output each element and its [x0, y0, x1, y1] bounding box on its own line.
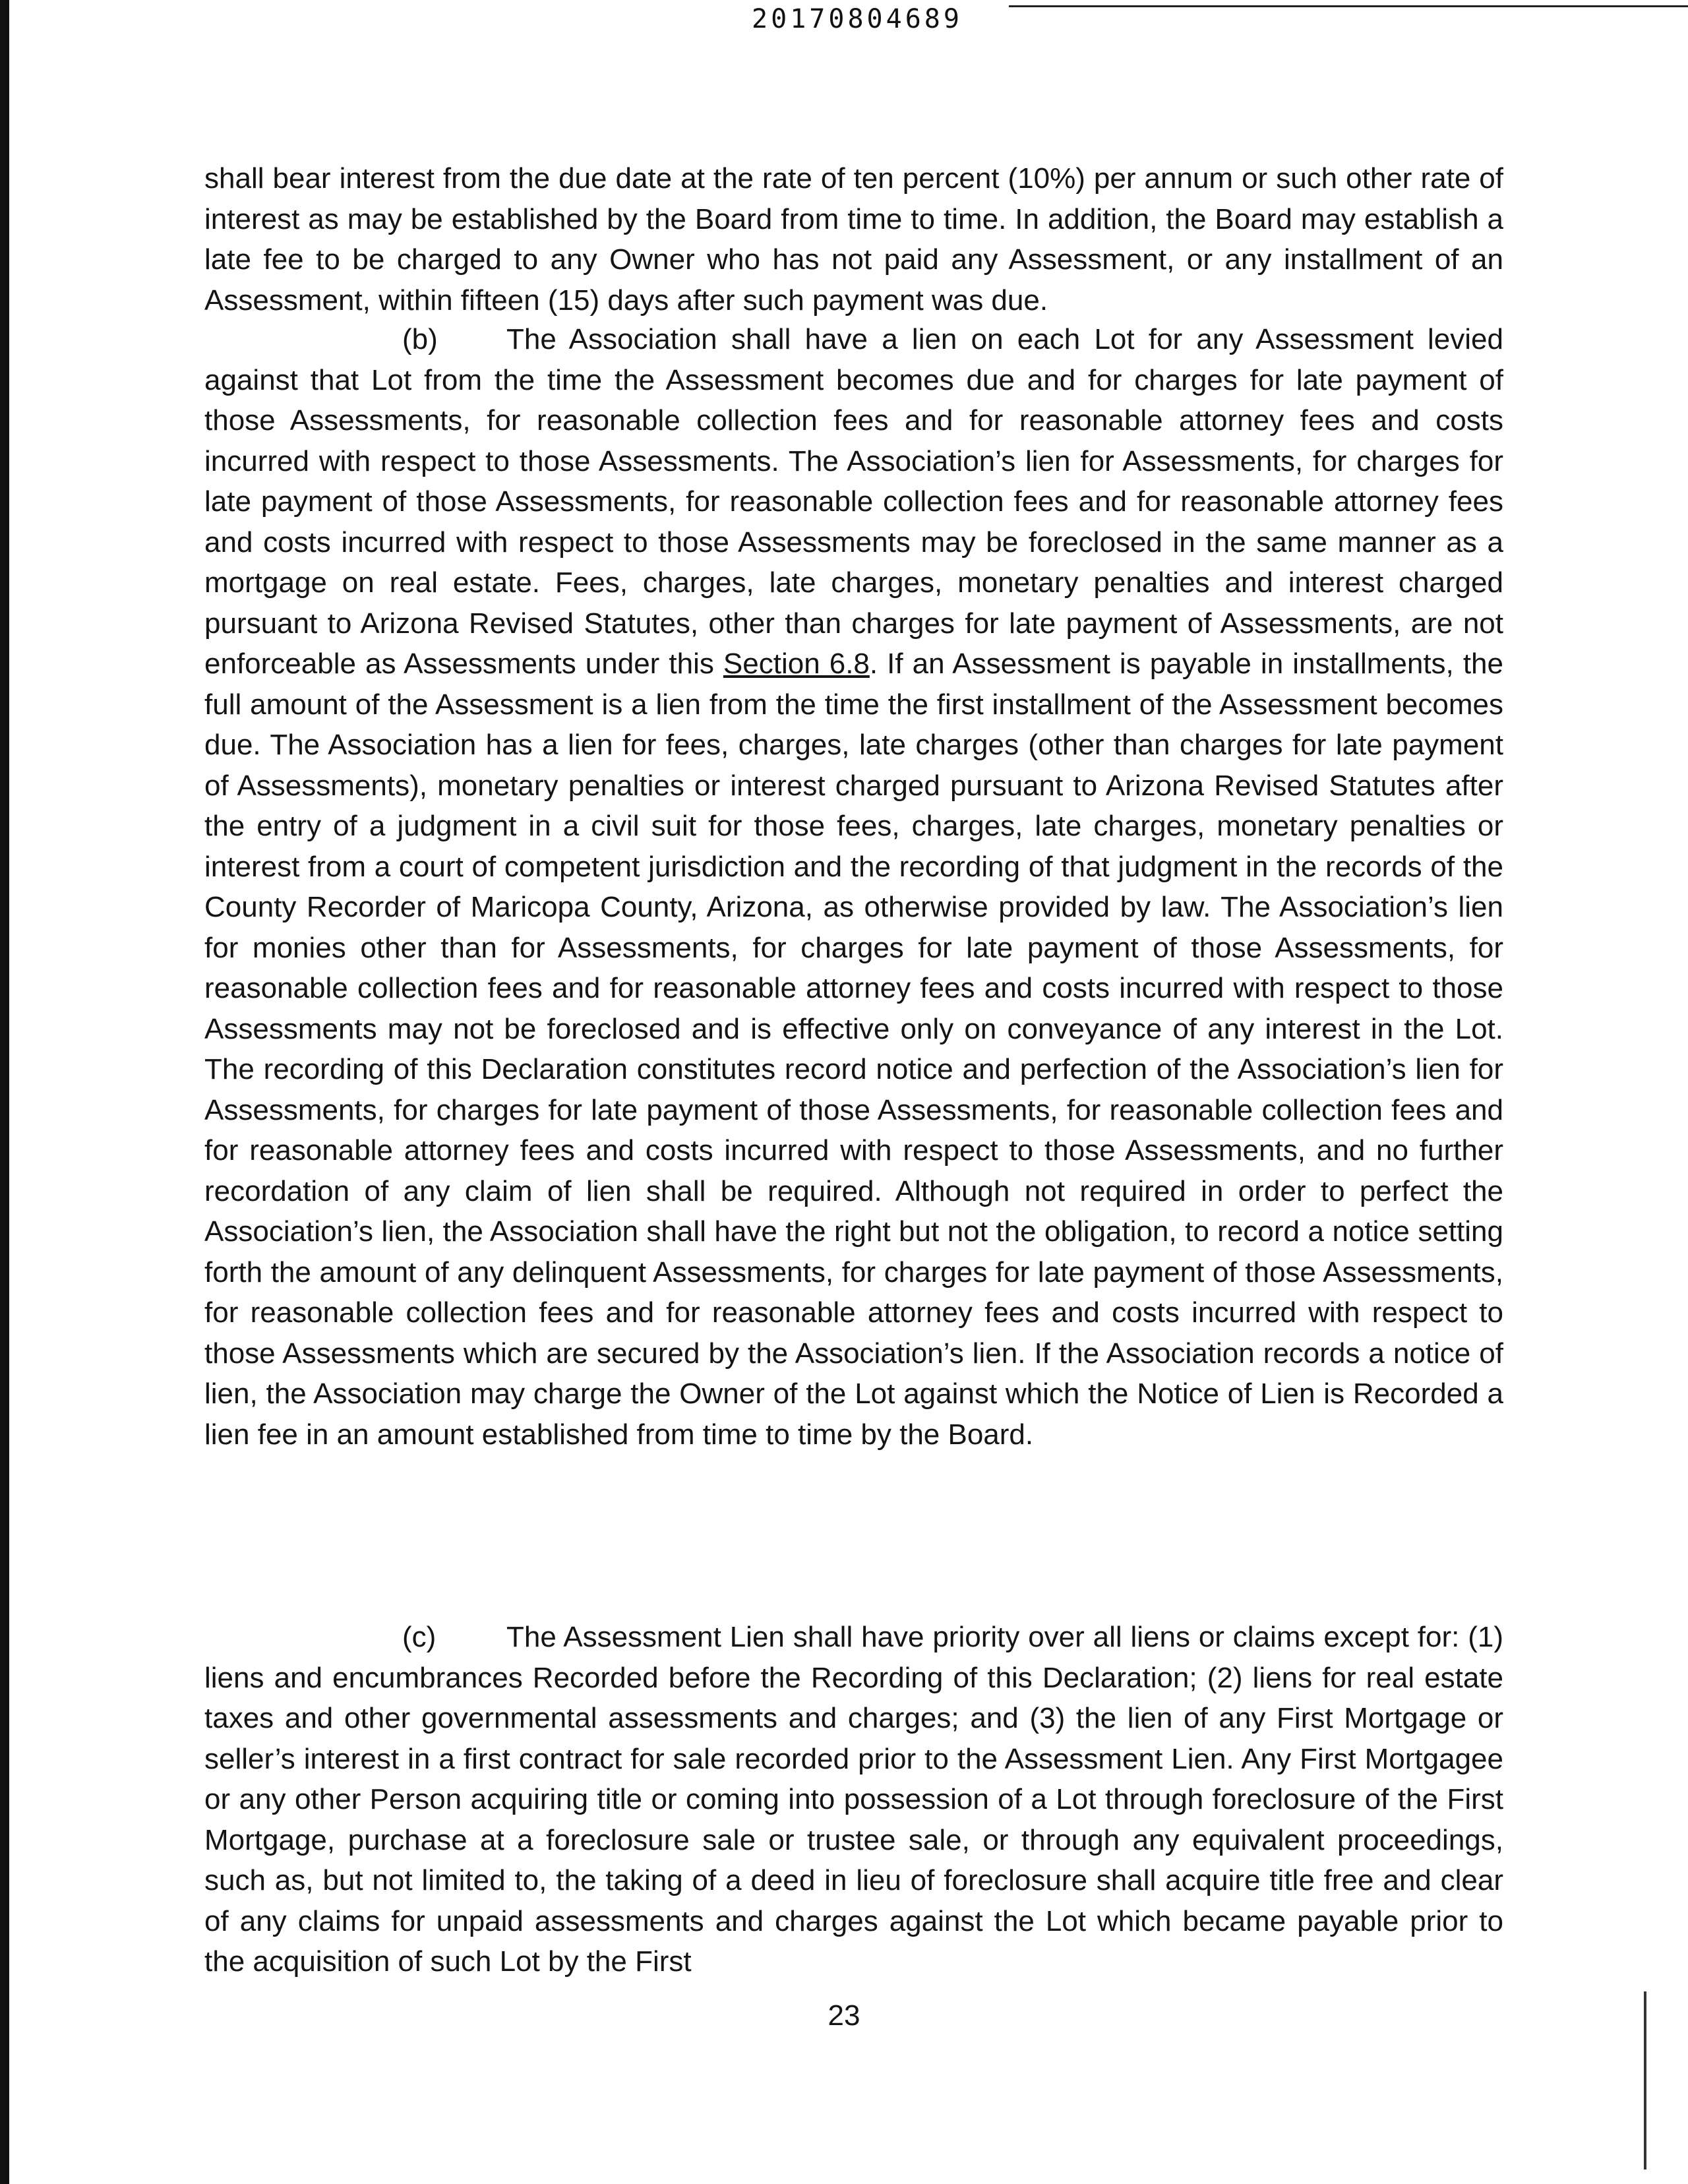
paragraph-b [204, 319, 1503, 1455]
paragraph-c-text: The Assessment Lien shall have priority over all liens or claims except for: (1) liens and encumbrances Recorded before the Recording of this Declaration; (2) liens for real estate taxes and other governmental assessments and charges; and (3) the lien of any First Mortgage or seller’s interest in a first contract for sale recorded prior to the Assessment Lien. Any First Mortgagee or any other Person acquiring title or coming into possession of a Lot through foreclosure of the First Mortgage, purchase at a foreclosure sale or trustee sale, or through any equivalent proceedings, such as, but not limited to, the taking of a deed in lieu of foreclosure shall acquire title free and clear of any claims for unpaid assessments and charges against the Lot which became payable prior to the acquisition of such Lot by the First [204, 1621, 1503, 1978]
paragraph-c-marker: (c) [402, 1621, 437, 1653]
paragraph-a [204, 158, 1503, 320]
scan-edge-right [1644, 1991, 1646, 2169]
paragraph-b-marker: (b) [402, 323, 438, 355]
paragraph-a-text: shall bear interest from the due date at the rate of ten percent (10%) per annum or such other rate of interest as may be established by the Board from time to time. In addition, the Board may establish a late fee to be charged to any Owner who has not paid any Assessment, or any installment of an Assessment, within fifteen (15) days after such payment was due. [204, 162, 1503, 317]
page-number: 23 [828, 1999, 860, 2032]
recording-number: 20170804689 [752, 4, 963, 34]
paragraph-c [204, 1617, 1503, 1982]
section-reference: Section 6.8 [723, 648, 870, 680]
scan-edge-left [0, 0, 9, 2184]
paragraph-b-text-before-ref: The Association shall have a lien on each Lot for any Assessment levied against that Lot from the time the Assessment becomes due and for charges for late payment of those Assessments, for reasonable collection fees and for reasonable attorney fees and costs incurred with respect to those Assessments. The Association’s lien for Assessments, for charges for late payment of those Assessments, for reasonable collection fees and for reasonable attorney fees and costs incurred with respect to those Assessments may be foreclosed in the same manner as a mortgage on real estate. Fees, charges, late charges, monetary penalties and interest charged pursuant to Arizona Revised Statutes, other than charges for late payment of Assessments, are not enforceable as Assessments under this [204, 323, 1503, 680]
paragraph-b-text-after-ref: . If an Assessment is payable in installments, the full amount of the Assessment is a lien from the time the first installment of the Assessment becomes due. The Association has a lien for fees, charges, late charges (other than charges for late payment of Assessments), monetary penalties or interest charged pursuant to Arizona Revised Statutes after the entry of a judgment in a civil suit for those fees, charges, late charges, monetary penalties or interest from a court of competent jurisdiction and the recording of that judgment in the records of the County Recorder of Maricopa County, Arizona, as otherwise provided by law. The Association’s lien for monies other than for Assessments, for charges for late payment of those Assessments, for reasonable collection fees and for reasonable attorney fees and costs incurred with respect to those Assessments may not be foreclosed and is effective only on conveyance of any interest in the Lot. The recording of this Declaration constitutes record notice and perfection of the Association’s lien for Assessments, for charges for late payment of those Assessments, for reasonable collection fees and for reasonable attorney fees and costs incurred with respect to those Assessments, and no further recordation of any claim of lien shall be required. Although not required in order to perfect the Association’s lien, the Association shall have the right but not the obligation, to record a notice setting forth the amount of any delinquent Assessments, for charges for late payment of those Assessments, for reasonable collection fees and for reasonable attorney fees and costs incurred with respect to those Assessments which are secured by the Association’s lien. If the Association records a notice of lien, the Association may charge the Owner of the Lot against which the Notice of Lien is Recorded a lien fee in an amount established from time to time by the Board. [204, 648, 1503, 1451]
top-rule [1009, 5, 1688, 7]
